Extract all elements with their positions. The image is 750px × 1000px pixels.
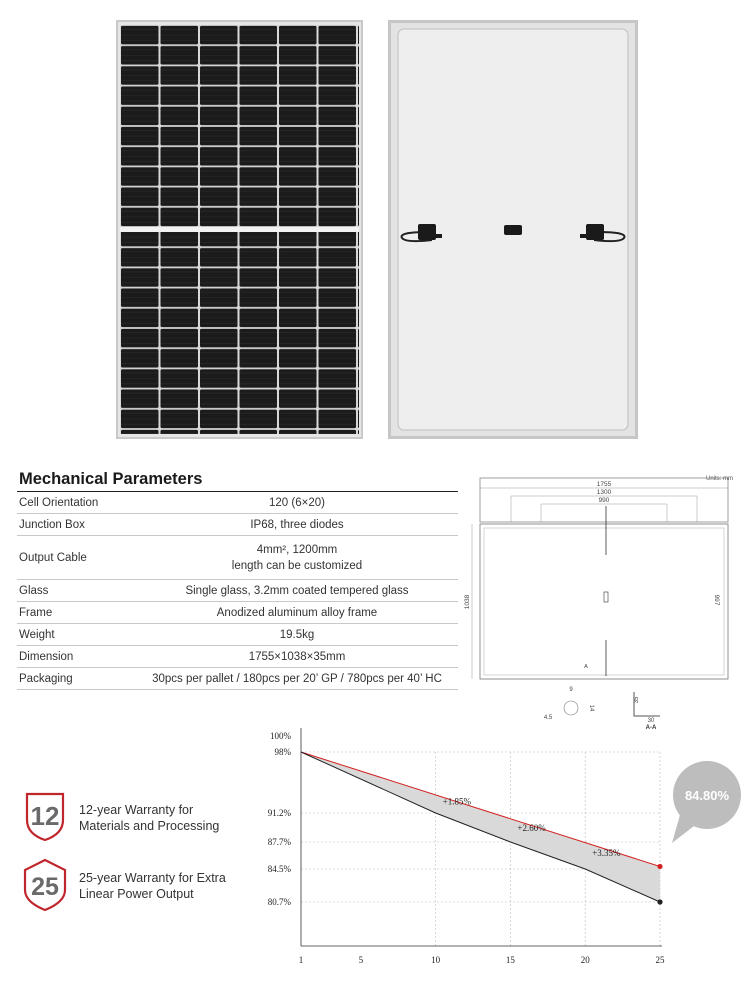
y-tick-label: 91.2% — [267, 808, 291, 818]
y-tick-label: 87.7% — [267, 837, 291, 847]
warranty-12-number: 12 — [30, 801, 60, 831]
row-label: Frame — [17, 602, 136, 624]
chart-area-fill — [301, 752, 660, 902]
dim-9: 9 — [569, 687, 573, 693]
row-label: Cell Orientation — [17, 492, 136, 514]
marker-a: A — [584, 664, 588, 670]
row-value: IP68, three diodes — [136, 514, 458, 536]
row-value: 19.5kg — [136, 624, 458, 646]
warranty-25-line2: Linear Power Output — [79, 887, 194, 901]
row-label: Glass — [17, 580, 136, 602]
dim-997: 997 — [713, 594, 720, 606]
row-value: 120 (6×20) — [136, 492, 458, 514]
row-label: Packaging — [17, 668, 136, 690]
callout — [672, 761, 741, 843]
row-label: Junction Box — [17, 514, 136, 536]
x-tick-label: 1 — [298, 955, 304, 965]
dim-1038: 1038 — [464, 594, 471, 610]
dim-35: 35 — [634, 696, 640, 704]
gain-annotation: +1.85% — [442, 796, 471, 807]
units-label: Units: mm — [706, 476, 733, 482]
gain-annotation: +3.35% — [592, 847, 621, 858]
warranty-25-line1: 25-year Warranty for Extra — [79, 871, 226, 885]
y-tick-label: 84.5% — [267, 864, 291, 874]
y-tick-label: 100% — [270, 731, 291, 741]
dim-1755: 1755 — [596, 481, 612, 488]
params-title: Mechanical Parameters — [19, 470, 203, 488]
warranty-12-line2: Materials and Processing — [79, 819, 220, 833]
row-label: Weight — [17, 624, 136, 646]
x-tick-label: 25 — [655, 955, 665, 965]
x-tick-label: 5 — [358, 955, 364, 965]
dim-990: 990 — [598, 497, 610, 504]
row-value-line2: length can be customized — [231, 559, 363, 572]
row-value: 30pcs per pallet / 180pcs per 20’ GP / 780pcs per 40’ HC — [136, 668, 458, 690]
callout-value: 84.80% — [684, 788, 730, 803]
row-label: Dimension — [17, 646, 136, 668]
x-tick-label: 20 — [580, 955, 590, 965]
row-label: Output Cable — [17, 536, 136, 580]
dim-1300: 1300 — [596, 489, 612, 496]
dim-30: 30 — [647, 718, 655, 724]
dim-14: 14 — [588, 704, 594, 712]
warranty-25-number: 25 — [31, 873, 59, 901]
row-value: Anodized aluminum alloy frame — [136, 602, 458, 624]
x-tick-label: 10 — [431, 955, 441, 965]
warranty-12-line1: 12-year Warranty for — [79, 803, 194, 817]
x-tick-label: 15 — [505, 955, 515, 965]
y-tick-label: 98% — [274, 747, 291, 757]
row-value: Single glass, 3.2mm coated tempered glass — [136, 580, 458, 602]
row-value: 1755×1038×35mm — [136, 646, 458, 668]
gain-annotation: +2.60% — [517, 822, 546, 833]
y-tick-label: 80.7% — [267, 897, 291, 907]
series-end-point — [657, 864, 662, 869]
row-value-line1: 4mm², 1200mm — [256, 543, 338, 556]
series-end-point — [657, 899, 662, 904]
dim-4.5: 4.5 — [543, 715, 553, 721]
section-label: A-A — [645, 725, 657, 731]
